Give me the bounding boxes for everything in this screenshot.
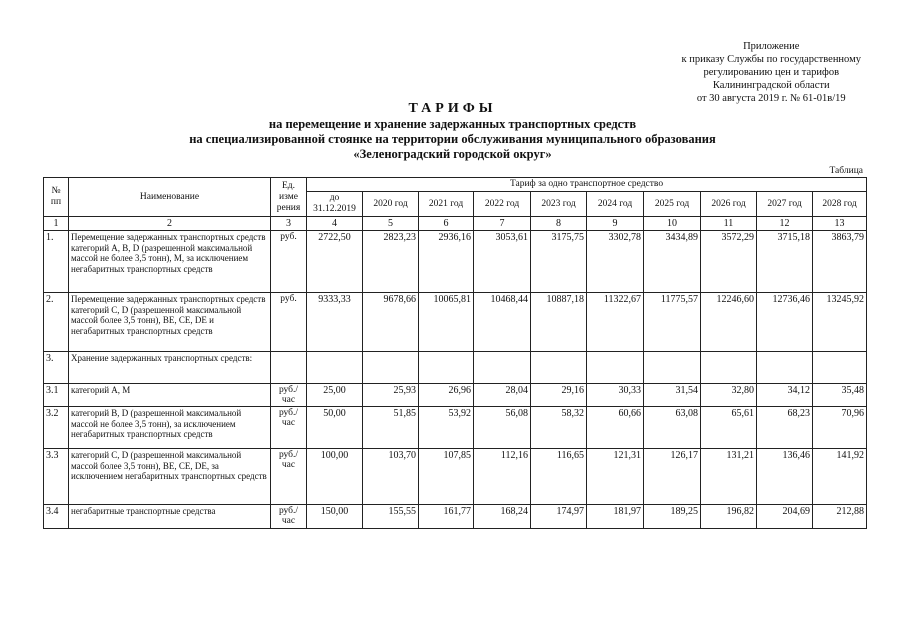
row-value: 2823,23 (363, 231, 419, 293)
row-value: 116,65 (531, 449, 587, 505)
document-title-block (0, 101, 905, 162)
row-value: 126,17 (644, 449, 701, 505)
appendix-line: к приказу Службы по государственному (681, 54, 861, 65)
row-value: 9333,33 (307, 293, 363, 352)
row-number: 3. (44, 352, 69, 384)
row-unit: руб./ час (271, 407, 307, 449)
row-value: 174,97 (531, 505, 587, 529)
row-name: Хранение задержанных транспортных средств: (69, 352, 271, 384)
row-value: 68,23 (757, 407, 813, 449)
column-number: 9 (587, 217, 644, 231)
header-unit: Ед. изме рения (271, 178, 307, 217)
row-value: 136,46 (757, 449, 813, 505)
column-number: 8 (531, 217, 587, 231)
row-value: 189,25 (644, 505, 701, 529)
row-value: 58,32 (531, 407, 587, 449)
row-value: 34,12 (757, 384, 813, 407)
row-value: 25,00 (307, 384, 363, 407)
row-value: 50,00 (307, 407, 363, 449)
row-value: 35,48 (813, 384, 867, 407)
row-value: 11322,67 (587, 293, 644, 352)
row-value: 12246,60 (701, 293, 757, 352)
row-value: 32,80 (701, 384, 757, 407)
column-number: 2 (69, 217, 271, 231)
row-value: 31,54 (644, 384, 701, 407)
header-year: до 31.12.2019 (307, 192, 363, 217)
row-number: 3.4 (44, 505, 69, 529)
row-value: 25,93 (363, 384, 419, 407)
row-unit: руб./ час (271, 384, 307, 407)
row-name: категорий C, D (разрешенной максимальной массой более 3,5 тонн), BE, CE, DE, за исключением негабаритных транспортных средств (69, 449, 271, 505)
appendix-line: регулированию цен и тарифов (703, 67, 840, 78)
row-value: 10887,18 (531, 293, 587, 352)
document-title: ТАРИФЫ (408, 101, 497, 116)
row-value: 3302,78 (587, 231, 644, 293)
column-number: 1 (44, 217, 69, 231)
tariff-table (43, 177, 867, 529)
appendix-line: от 30 августа 2019 г. № 61-01в/19 (696, 93, 846, 104)
header-tariff-group: Тариф за одно транспортное средство (307, 178, 867, 192)
row-value: 3715,18 (757, 231, 813, 293)
row-number: 3.2 (44, 407, 69, 449)
header-year: 2025 год (644, 192, 701, 217)
row-value: 141,92 (813, 449, 867, 505)
row-value: 155,55 (363, 505, 419, 529)
row-value (757, 352, 813, 384)
row-value: 212,88 (813, 505, 867, 529)
row-value: 30,33 (587, 384, 644, 407)
row-number: 1. (44, 231, 69, 293)
header-year: 2021 год (419, 192, 474, 217)
row-value (419, 352, 474, 384)
row-name: категорий B, D (разрешенной максимальной массой не более 3,5 тонн), за исключением негабаритных транспортных средств (69, 407, 271, 449)
row-value (307, 352, 363, 384)
row-value: 161,77 (419, 505, 474, 529)
header-year: 2027 год (757, 192, 813, 217)
column-number: 6 (419, 217, 474, 231)
column-number: 5 (363, 217, 419, 231)
row-value: 28,04 (474, 384, 531, 407)
table-row (44, 505, 867, 529)
row-value (531, 352, 587, 384)
row-number: 2. (44, 293, 69, 352)
row-value: 3053,61 (474, 231, 531, 293)
row-value: 204,69 (757, 505, 813, 529)
column-number-row (44, 217, 867, 231)
row-value: 3175,75 (531, 231, 587, 293)
row-name: негабаритные транспортные средства (69, 505, 271, 529)
header-year: 2026 год (701, 192, 757, 217)
row-unit (271, 352, 307, 384)
document-subtitle-line: «Зеленоградский городской округ» (353, 147, 552, 161)
header-year: 2022 год (474, 192, 531, 217)
column-number: 11 (701, 217, 757, 231)
column-number: 10 (644, 217, 701, 231)
row-name: Перемещение задержанных транспортных средств категорий C, D (разрешенной максимальной массой более 3,5 тонн), BE, CE, DE и негабаритных транспортных средств (69, 293, 271, 352)
row-unit: руб./ час (271, 505, 307, 529)
row-value: 100,00 (307, 449, 363, 505)
row-value: 10065,81 (419, 293, 474, 352)
table-row (44, 384, 867, 407)
row-value (813, 352, 867, 384)
row-value: 131,21 (701, 449, 757, 505)
row-value: 2722,50 (307, 231, 363, 293)
row-value: 63,08 (644, 407, 701, 449)
row-value (474, 352, 531, 384)
row-number: 3.1 (44, 384, 69, 407)
row-value: 60,66 (587, 407, 644, 449)
row-value: 13245,92 (813, 293, 867, 352)
column-number: 13 (813, 217, 867, 231)
row-value: 3434,89 (644, 231, 701, 293)
row-value: 168,24 (474, 505, 531, 529)
row-value (587, 352, 644, 384)
document-subtitle-line: на перемещение и хранение задержанных транспортных средств (268, 117, 637, 131)
header-name: Наименование (69, 178, 271, 217)
row-value (701, 352, 757, 384)
row-number: 3.3 (44, 449, 69, 505)
document-subtitle-line: на специализированной стоянке на территории обслуживания муниципального образования (189, 132, 716, 146)
row-name: категорий A, M (69, 384, 271, 407)
row-value: 65,61 (701, 407, 757, 449)
header-year: 2023 год (531, 192, 587, 217)
row-value: 3572,29 (701, 231, 757, 293)
row-value: 10468,44 (474, 293, 531, 352)
row-value: 29,16 (531, 384, 587, 407)
appendix-line: Калининградской области (712, 80, 830, 91)
row-value: 51,85 (363, 407, 419, 449)
row-unit: руб./ час (271, 449, 307, 505)
row-value: 9678,66 (363, 293, 419, 352)
table-row (44, 407, 867, 449)
row-value: 2936,16 (419, 231, 474, 293)
row-value: 26,96 (419, 384, 474, 407)
row-value: 150,00 (307, 505, 363, 529)
row-value: 3863,79 (813, 231, 867, 293)
row-unit: руб. (271, 293, 307, 352)
row-value: 56,08 (474, 407, 531, 449)
row-value: 11775,57 (644, 293, 701, 352)
table-row (44, 293, 867, 352)
row-value: 196,82 (701, 505, 757, 529)
row-value: 53,92 (419, 407, 474, 449)
row-value: 12736,46 (757, 293, 813, 352)
row-name: Перемещение задержанных транспортных средств категорий A, B, D (разрешенной максимальной массой не более 3,5 тонн), M, за исключением негабаритных транспортных средств (69, 231, 271, 293)
row-value: 107,85 (419, 449, 474, 505)
appendix-block (681, 40, 861, 105)
header-year: 2020 год (363, 192, 419, 217)
table-row (44, 449, 867, 505)
row-value: 112,16 (474, 449, 531, 505)
table-row (44, 352, 867, 384)
column-number: 3 (271, 217, 307, 231)
appendix-line: Приложение (743, 41, 800, 52)
row-unit: руб. (271, 231, 307, 293)
row-value: 103,70 (363, 449, 419, 505)
row-value (644, 352, 701, 384)
column-number: 4 (307, 217, 363, 231)
row-value: 181,97 (587, 505, 644, 529)
row-value (363, 352, 419, 384)
column-number: 12 (757, 217, 813, 231)
table-row (44, 231, 867, 293)
column-number: 7 (474, 217, 531, 231)
row-value: 70,96 (813, 407, 867, 449)
table-label: Таблица (829, 166, 863, 176)
header-year: 2024 год (587, 192, 644, 217)
header-year: 2028 год (813, 192, 867, 217)
row-value: 121,31 (587, 449, 644, 505)
header-number: № пп (44, 178, 69, 217)
